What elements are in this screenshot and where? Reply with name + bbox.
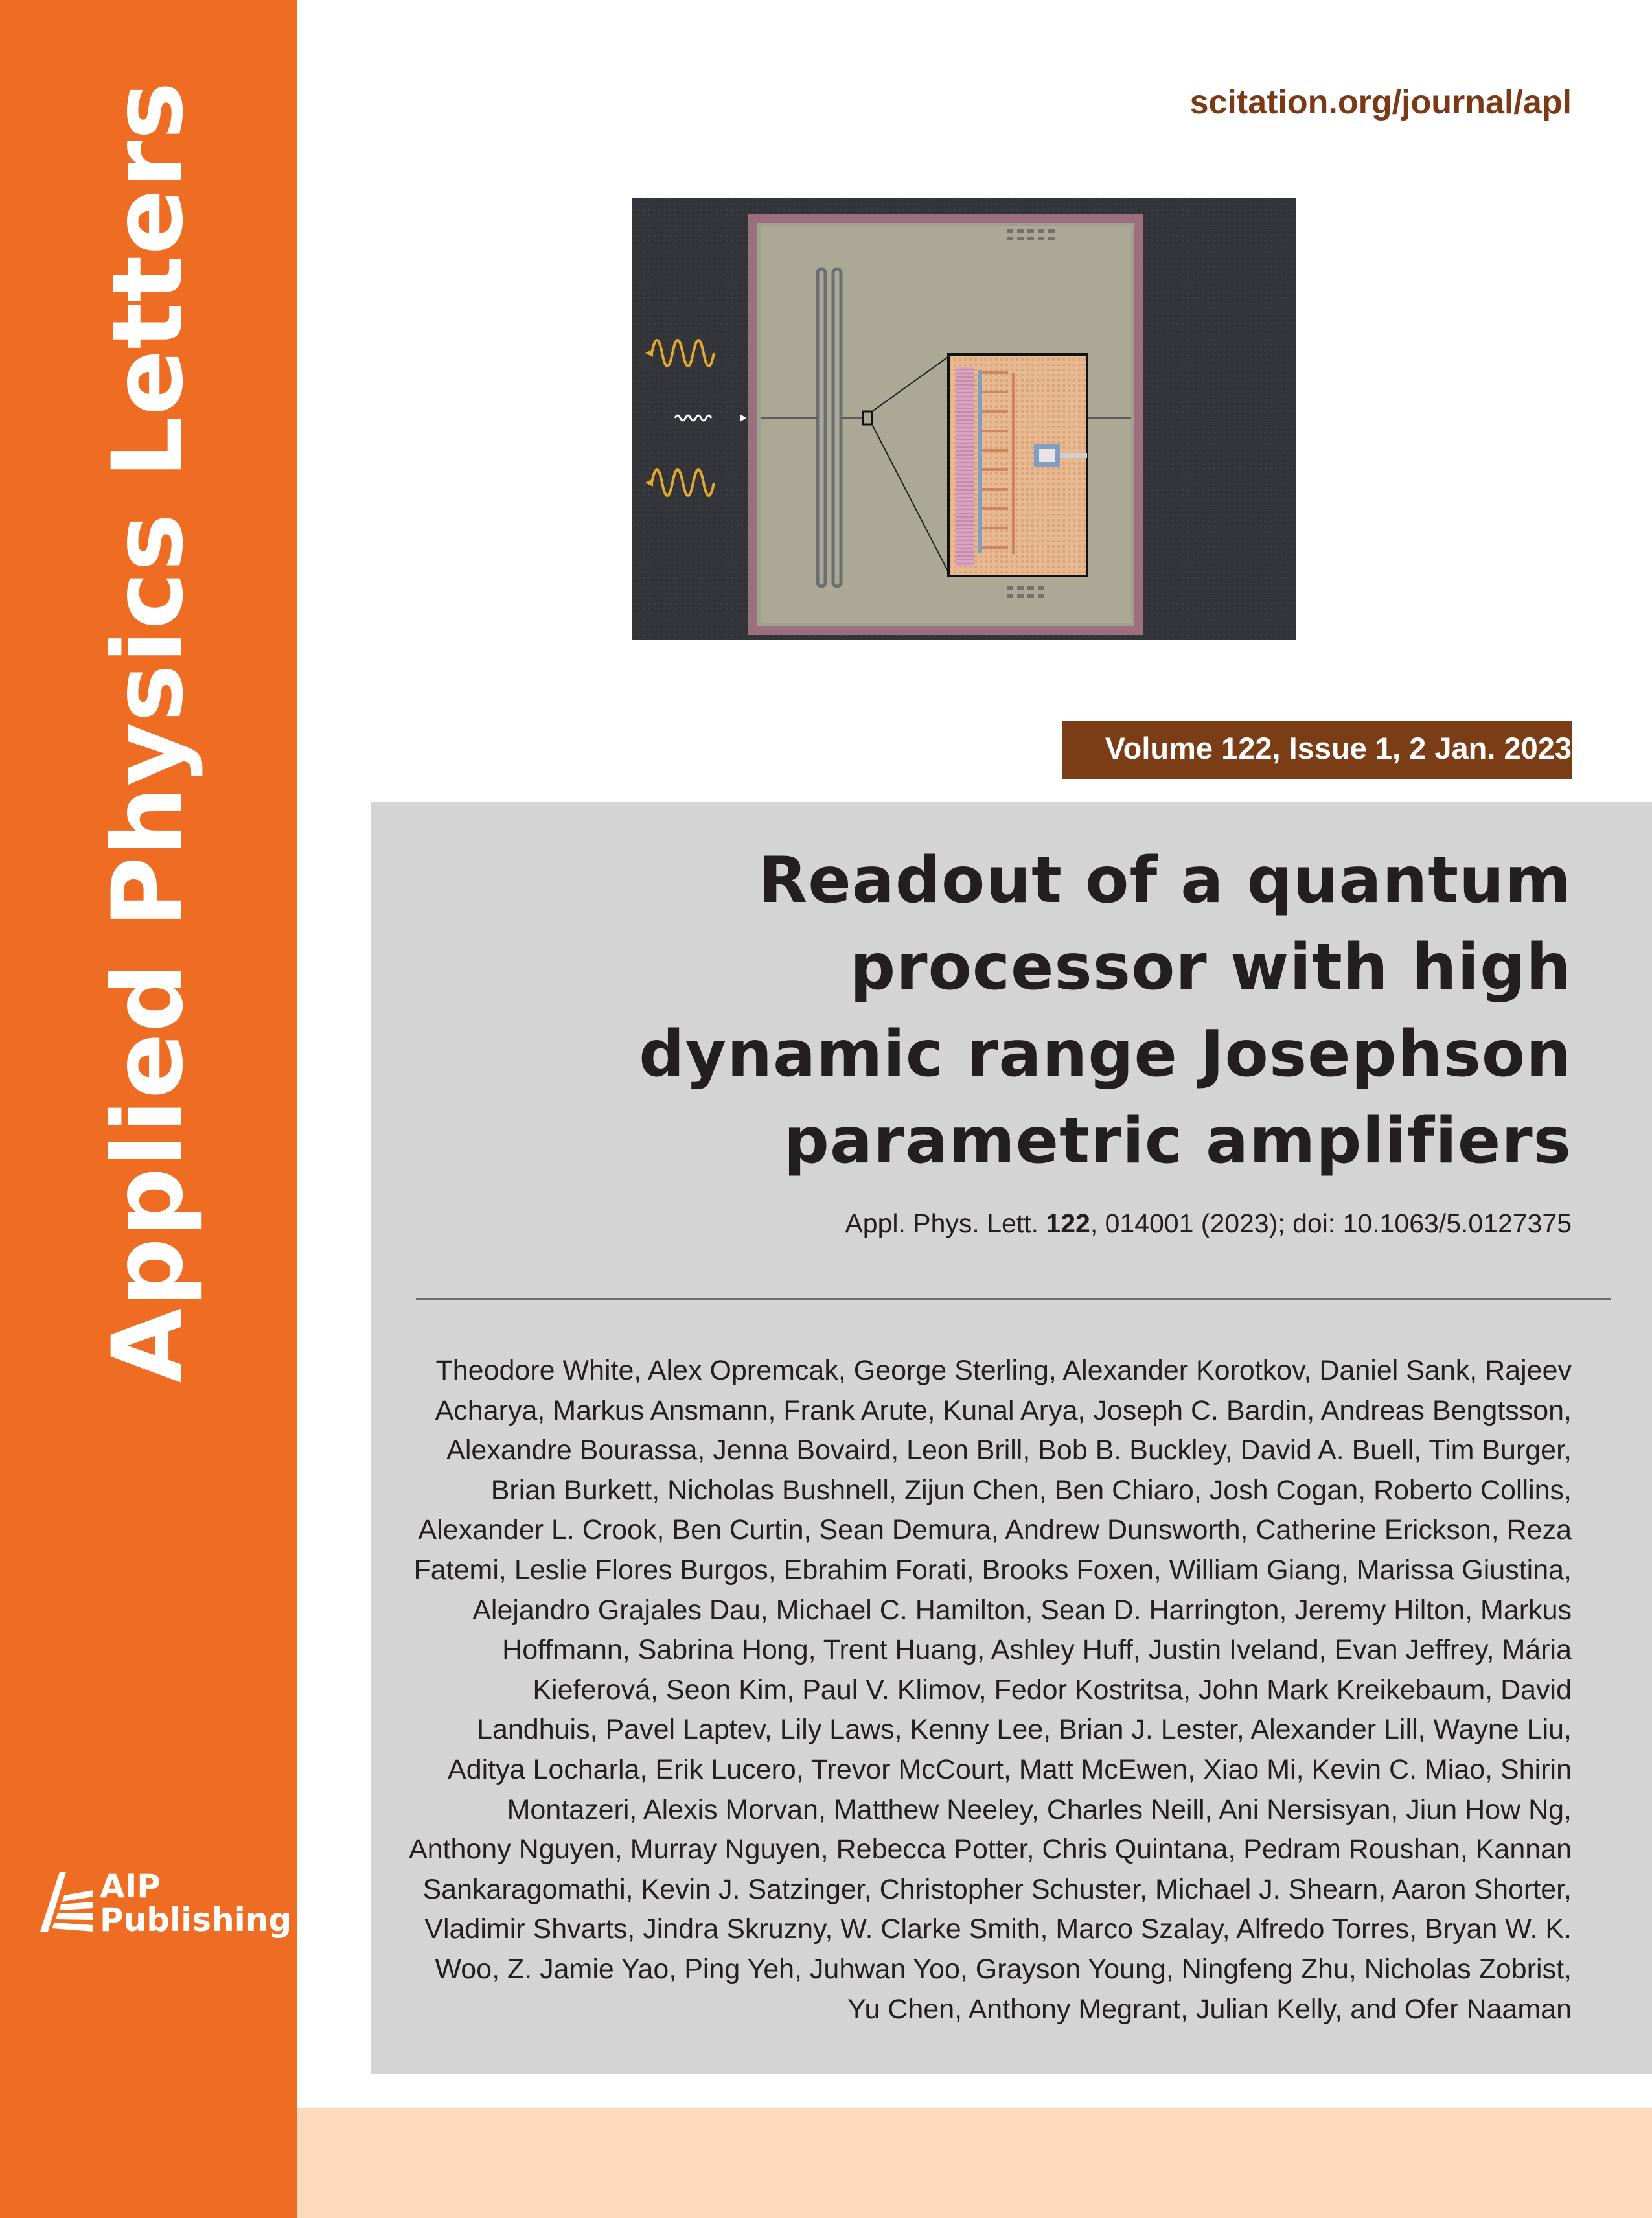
quantum-chip-micrograph bbox=[632, 198, 1296, 640]
author-list: Theodore White, Alex Opremcak, George Sterling, Alexander Korotkov, Daniel Sank, Rajeev Acharya, Markus Ansmann, Frank Arute, Kunal Arya, Joseph C. Bardin, Andreas Bengtsson, Alexandre Bourassa, Jenna Bovaird, Leon Brill, Bob B. Buckley, David A. Buell, Tim Burger, Brian Burkett, Nicholas Bushnell, Zijun Chen, Ben Chiaro, Josh Cogan, Roberto Collins, Alexander L. Crook, Ben Curtin, Sean Demura, Andrew Dunsworth, Catherine Erickson, Reza Fatemi, Leslie Flores Burgos, Ebrahim Forati, Brooks Foxen, William Giang, Marissa Giustina, Alejandro Grajales Dau, Michael C. Hamilton, Sean D. Harrington, Jeremy Hilton, Markus Hoffmann, Sabrina Hong, Trent Huang, Ashley Huff, Justin Iveland, Evan Jeffrey, Mária Kieferová, Seon Kim, Paul V. Klimov, Fedor Kostritsa, John Mark Kreikebaum, David Landhuis, Pavel Laptev, Lily Laws, Kenny Lee, Brian J. Lester, Alexander Lill, Wayne Liu, Aditya Locharla, Erik Lucero, Trevor McCourt, Matt McEwen, Xiao Mi, Kevin C. Miao, Shirin Montazeri, Alexis Morvan, Matthew Neeley, Charles Neill, Ani Nersisyan, Jiun How Ng, Anthony Nguyen, Murray Nguyen, Rebecca Potter, Chris Quintana, Pedram Roushan, Kannan Sankaragomathi, Kevin J. Satzinger, Christopher Schuster, Michael J. Shearn, Aaron Shorter, Vladimir Shvarts, Jindra Skruzny, W. Clarke Smith, Marco Szalay, Alfredo Torres, Bryan W. K. Woo, Z. Jamie Yao, Ping Yeh, Juhwan Yoo, Grayson Young, Ningfeng Zhu, Nicholas Zobrist, Yu Chen, Anthony Megrant, Julian Kelly, and Ofer Naaman bbox=[408, 1355, 1572, 2025]
article-title[interactable]: Readout of a quantum processor with high dynamic range Josephson parametric amplifiers bbox=[639, 844, 1572, 1178]
journal-url-link[interactable]: scitation.org/journal/apl bbox=[1189, 84, 1572, 121]
volume-issue-label: Volume 122, Issue 1, 2 Jan. 2023 bbox=[1105, 731, 1572, 765]
bottom-band bbox=[297, 2108, 1652, 2218]
article-citation[interactable] bbox=[845, 1208, 1572, 1239]
publisher-name bbox=[100, 1869, 292, 1937]
journal-title: Applied Physics Letters bbox=[92, 81, 205, 1383]
citation-volume: 122 bbox=[1046, 1208, 1090, 1238]
cover-figure-chip-image bbox=[632, 198, 1296, 640]
journal-sidebar bbox=[0, 0, 297, 2218]
publisher-line-1: AIP bbox=[100, 1867, 161, 1905]
divider bbox=[416, 1298, 1611, 1300]
aip-burst-logo-icon bbox=[29, 1869, 93, 1934]
citation-suffix: , 014001 (2023); doi: 10.1063/5.0127375 bbox=[1090, 1208, 1572, 1238]
publisher-logo[interactable] bbox=[29, 1867, 292, 1941]
citation-prefix: Appl. Phys. Lett. bbox=[845, 1208, 1046, 1238]
publisher-line-2: Publishing bbox=[100, 1901, 292, 1939]
